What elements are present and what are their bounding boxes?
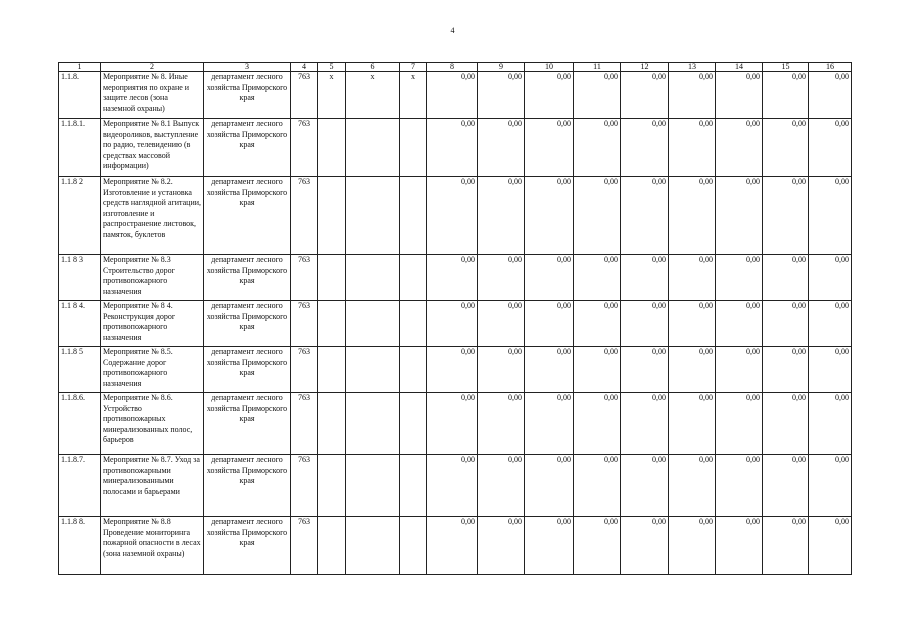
row-col5 <box>318 301 346 347</box>
column-header: 12 <box>621 63 669 72</box>
row-value: 0,00 <box>574 517 621 575</box>
row-col6 <box>346 347 400 393</box>
row-department: департамент лесного хозяйства Приморского края <box>204 455 291 517</box>
row-value: 0,00 <box>478 119 525 177</box>
row-value: 0,00 <box>427 301 478 347</box>
row-value: 0,00 <box>763 347 809 393</box>
row-value: 0,00 <box>669 119 716 177</box>
row-col7 <box>400 255 427 301</box>
row-value: 0,00 <box>763 301 809 347</box>
row-value: 0,00 <box>809 455 852 517</box>
row-code: 1.1.8 8. <box>59 517 101 575</box>
row-col6: х <box>346 72 400 119</box>
row-col6 <box>346 455 400 517</box>
row-value: 0,00 <box>525 393 574 455</box>
row-value: 0,00 <box>525 301 574 347</box>
row-value: 0,00 <box>574 393 621 455</box>
row-value: 0,00 <box>716 119 763 177</box>
row-value: 0,00 <box>809 177 852 255</box>
row-department: департамент лесного хозяйства Приморского края <box>204 177 291 255</box>
row-value: 0,00 <box>427 347 478 393</box>
row-value: 0,00 <box>525 177 574 255</box>
row-col6 <box>346 119 400 177</box>
row-value: 0,00 <box>716 177 763 255</box>
table-row <box>59 177 852 255</box>
row-value: 0,00 <box>621 301 669 347</box>
row-value: 0,00 <box>574 347 621 393</box>
row-value: 0,00 <box>809 347 852 393</box>
column-header: 3 <box>204 63 291 72</box>
row-col5 <box>318 393 346 455</box>
row-value: 0,00 <box>716 347 763 393</box>
table-row <box>59 517 852 575</box>
row-department: департамент лесного хозяйства Приморского края <box>204 119 291 177</box>
row-value: 0,00 <box>716 301 763 347</box>
row-col4: 763 <box>291 455 318 517</box>
row-col4: 763 <box>291 517 318 575</box>
row-code: 1.1 8 3 <box>59 255 101 301</box>
row-value: 0,00 <box>669 177 716 255</box>
column-header: 13 <box>669 63 716 72</box>
row-value: 0,00 <box>669 517 716 575</box>
row-value: 0,00 <box>716 255 763 301</box>
row-col7 <box>400 393 427 455</box>
column-header: 10 <box>525 63 574 72</box>
row-value: 0,00 <box>763 177 809 255</box>
row-value: 0,00 <box>525 517 574 575</box>
column-header: 2 <box>101 63 204 72</box>
row-value: 0,00 <box>525 347 574 393</box>
row-name: Мероприятие № 8. Иные мероприятия по охране и защите лесов (зона наземной охраны) <box>101 72 204 119</box>
row-value: 0,00 <box>574 72 621 119</box>
row-value: 0,00 <box>427 455 478 517</box>
row-value: 0,00 <box>669 72 716 119</box>
row-col7 <box>400 455 427 517</box>
row-name: Мероприятие № 8.3 Строительство дорог противопожарного назначения <box>101 255 204 301</box>
column-header: 15 <box>763 63 809 72</box>
row-col4: 763 <box>291 301 318 347</box>
row-value: 0,00 <box>478 347 525 393</box>
column-header: 11 <box>574 63 621 72</box>
table-row <box>59 455 852 517</box>
row-col7 <box>400 517 427 575</box>
row-value: 0,00 <box>478 72 525 119</box>
column-header: 4 <box>291 63 318 72</box>
row-col5 <box>318 177 346 255</box>
row-value: 0,00 <box>427 72 478 119</box>
row-col5 <box>318 255 346 301</box>
row-value: 0,00 <box>574 177 621 255</box>
row-col7 <box>400 301 427 347</box>
row-value: 0,00 <box>669 255 716 301</box>
row-value: 0,00 <box>763 455 809 517</box>
row-department: департамент лесного хозяйства Приморского края <box>204 517 291 575</box>
row-col6 <box>346 255 400 301</box>
row-value: 0,00 <box>427 517 478 575</box>
row-value: 0,00 <box>763 255 809 301</box>
row-value: 0,00 <box>809 393 852 455</box>
row-value: 0,00 <box>574 119 621 177</box>
row-name: Мероприятие № 8.2. Изготовление и установка средств наглядной агитации, изготовление и распространение листовок, памяток, буклетов <box>101 177 204 255</box>
table-row <box>59 119 852 177</box>
row-code: 1.1.8 5 <box>59 347 101 393</box>
row-value: 0,00 <box>478 393 525 455</box>
table-row <box>59 72 852 119</box>
row-value: 0,00 <box>716 517 763 575</box>
row-department: департамент лесного хозяйства Приморского края <box>204 393 291 455</box>
row-col4: 763 <box>291 347 318 393</box>
row-col5: х <box>318 72 346 119</box>
row-value: 0,00 <box>669 455 716 517</box>
table-row <box>59 393 852 455</box>
column-header: 5 <box>318 63 346 72</box>
row-col7 <box>400 347 427 393</box>
row-col4: 763 <box>291 72 318 119</box>
table-row <box>59 301 852 347</box>
row-col5 <box>318 347 346 393</box>
row-col5 <box>318 119 346 177</box>
row-value: 0,00 <box>525 72 574 119</box>
row-value: 0,00 <box>621 455 669 517</box>
row-value: 0,00 <box>621 72 669 119</box>
column-header: 1 <box>59 63 101 72</box>
row-col7: х <box>400 72 427 119</box>
row-value: 0,00 <box>763 393 809 455</box>
row-value: 0,00 <box>574 255 621 301</box>
row-value: 0,00 <box>427 255 478 301</box>
row-value: 0,00 <box>525 119 574 177</box>
row-code: 1.1.8.1. <box>59 119 101 177</box>
row-col4: 763 <box>291 255 318 301</box>
row-value: 0,00 <box>669 301 716 347</box>
row-code: 1.1.8.6. <box>59 393 101 455</box>
row-name: Мероприятие № 8.7. Уход за противопожарными минерализованными полосами и барьерами <box>101 455 204 517</box>
table-row <box>59 347 852 393</box>
column-header: 6 <box>346 63 400 72</box>
row-value: 0,00 <box>427 393 478 455</box>
row-value: 0,00 <box>478 455 525 517</box>
row-value: 0,00 <box>621 393 669 455</box>
row-value: 0,00 <box>716 72 763 119</box>
row-value: 0,00 <box>763 119 809 177</box>
row-code: 1.1.8. <box>59 72 101 119</box>
row-code: 1.1.8.7. <box>59 455 101 517</box>
row-value: 0,00 <box>809 517 852 575</box>
row-col7 <box>400 177 427 255</box>
row-value: 0,00 <box>669 347 716 393</box>
program-table <box>58 62 852 575</box>
row-value: 0,00 <box>525 455 574 517</box>
row-value: 0,00 <box>809 301 852 347</box>
row-value: 0,00 <box>478 517 525 575</box>
row-value: 0,00 <box>427 119 478 177</box>
row-value: 0,00 <box>716 455 763 517</box>
row-name: Мероприятие № 8.8 Проведение мониторинга пожарной опасности в лесах (зона наземной охраны) <box>101 517 204 575</box>
page-number: 4 <box>450 26 455 35</box>
row-value: 0,00 <box>478 177 525 255</box>
row-value: 0,00 <box>574 301 621 347</box>
row-value: 0,00 <box>427 177 478 255</box>
row-col7 <box>400 119 427 177</box>
row-department: департамент лесного хозяйства Приморского края <box>204 301 291 347</box>
row-code: 1.1 8 4. <box>59 301 101 347</box>
row-name: Мероприятие № 8.1 Выпуск видеороликов, выступление по радио, телевидению (в средствах массовой информации) <box>101 119 204 177</box>
row-name: Мероприятие № 8 4. Реконструкция дорог противопожарного назначения <box>101 301 204 347</box>
row-col4: 763 <box>291 119 318 177</box>
row-value: 0,00 <box>809 119 852 177</box>
row-value: 0,00 <box>763 72 809 119</box>
row-department: департамент лесного хозяйства Приморского края <box>204 255 291 301</box>
row-department: департамент лесного хозяйства Приморского края <box>204 72 291 119</box>
row-value: 0,00 <box>621 347 669 393</box>
column-header: 8 <box>427 63 478 72</box>
row-value: 0,00 <box>621 177 669 255</box>
row-name: Мероприятие № 8.5. Содержание дорог противопожарного назначения <box>101 347 204 393</box>
column-header: 7 <box>400 63 427 72</box>
row-value: 0,00 <box>574 455 621 517</box>
row-col5 <box>318 455 346 517</box>
row-value: 0,00 <box>478 301 525 347</box>
column-header: 14 <box>716 63 763 72</box>
row-value: 0,00 <box>621 119 669 177</box>
row-value: 0,00 <box>669 393 716 455</box>
row-value: 0,00 <box>716 393 763 455</box>
row-name: Мероприятие № 8.6. Устройство противопожарных минерализованных полос, барьеров <box>101 393 204 455</box>
row-value: 0,00 <box>621 517 669 575</box>
table-row <box>59 255 852 301</box>
row-value: 0,00 <box>763 517 809 575</box>
row-value: 0,00 <box>621 255 669 301</box>
row-value: 0,00 <box>478 255 525 301</box>
row-value: 0,00 <box>809 255 852 301</box>
row-col5 <box>318 517 346 575</box>
row-col4: 763 <box>291 177 318 255</box>
row-col6 <box>346 393 400 455</box>
column-header: 9 <box>478 63 525 72</box>
row-col6 <box>346 177 400 255</box>
row-col6 <box>346 517 400 575</box>
row-col6 <box>346 301 400 347</box>
row-department: департамент лесного хозяйства Приморского края <box>204 347 291 393</box>
row-code: 1.1.8 2 <box>59 177 101 255</box>
row-col4: 763 <box>291 393 318 455</box>
row-value: 0,00 <box>809 72 852 119</box>
row-value: 0,00 <box>525 255 574 301</box>
header-row <box>59 63 852 72</box>
column-header: 16 <box>809 63 852 72</box>
